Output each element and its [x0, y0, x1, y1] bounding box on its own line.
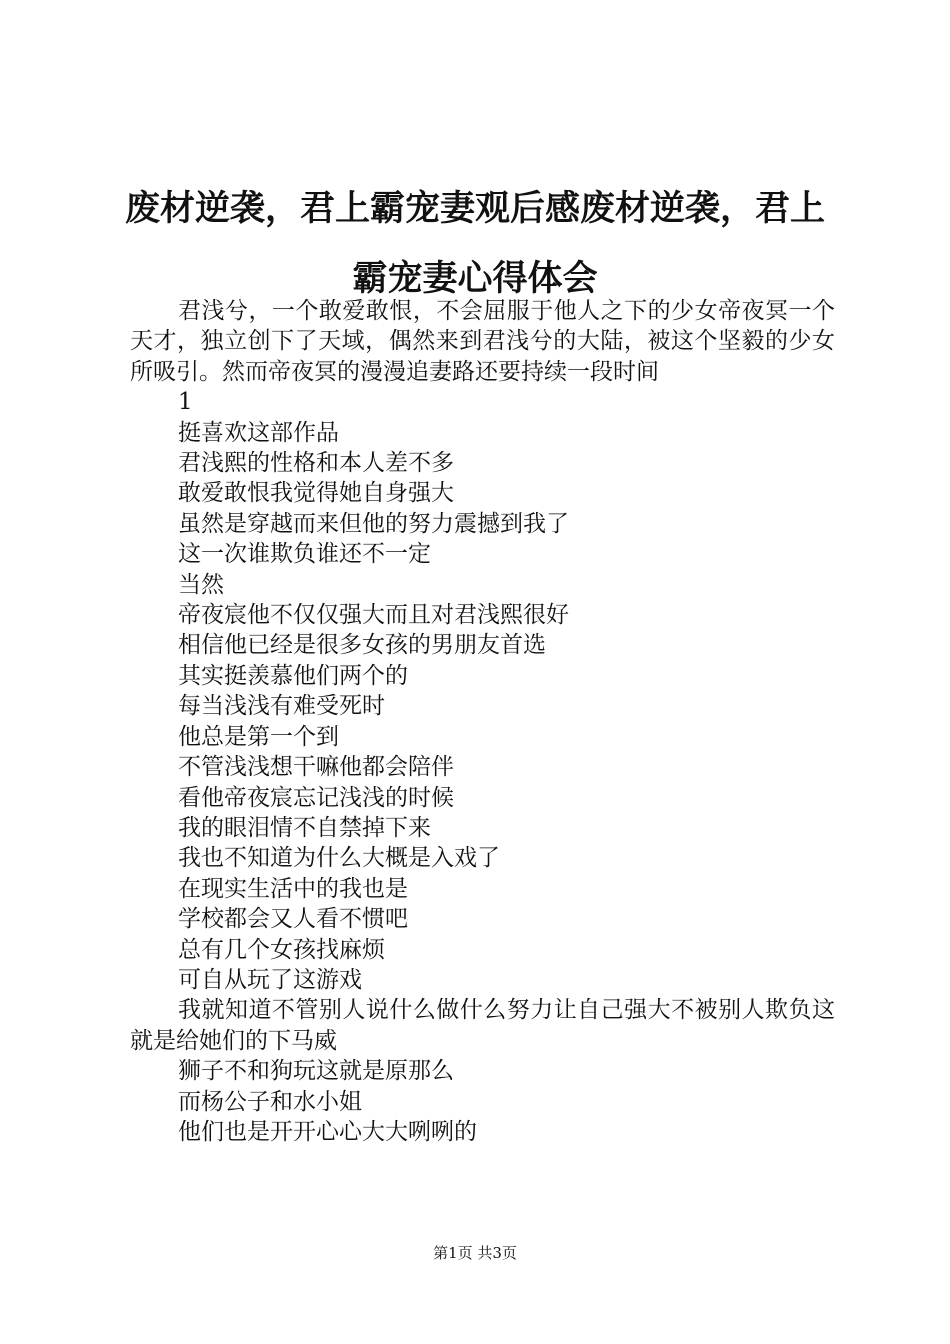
text-line: 不管浅浅想干嘛他都会陪伴	[178, 754, 454, 781]
text-line: 在现实生活中的我也是	[178, 875, 408, 902]
text-line: 1	[178, 389, 193, 416]
text-line: 可自从玩了这游戏	[178, 966, 362, 993]
long-line-paragraph: 我就知道不管别人说什么做什么努力让自己强大不被别人欺负这就是给她们的下马威	[130, 997, 835, 1054]
text-line: 当然	[178, 571, 224, 598]
text-line: 狮子不和狗玩这就是原那么	[178, 1058, 454, 1085]
text-line: 挺喜欢这部作品	[178, 419, 339, 446]
text-line: 这一次谁欺负谁还不一定	[178, 541, 431, 568]
document-body	[130, 296, 835, 1147]
tail-lines	[130, 1056, 835, 1147]
page-footer: 第1页 共3页	[433, 1244, 517, 1262]
text-line: 总有几个女孩找麻烦	[178, 936, 385, 963]
text-line: 学校都会又人看不惯吧	[178, 906, 408, 933]
text-line: 每当浅浅有难受死时	[178, 693, 385, 720]
text-line: 我的眼泪情不自禁掉下来	[178, 814, 431, 841]
text-line: 他们也是开开心心大大咧咧的	[178, 1118, 477, 1145]
poem-lines	[130, 387, 835, 995]
intro-paragraph: 君浅兮，一个敢爱敢恨，不会屈服于他人之下的少女帝夜冥一个天才，独立创下了天域，偶然来到君浅兮的大陆，被这个坚毅的少女所吸引。然而帝夜冥的漫漫追妻路还要持续一段时间	[130, 298, 835, 385]
text-line: 其实挺羡慕他们两个的	[178, 662, 408, 689]
text-line: 君浅熙的性格和本人差不多	[178, 450, 454, 477]
text-line: 帝夜宸他不仅仅强大而且对君浅熙很好	[178, 602, 569, 629]
document-title: 废材逆袭，君上霸宠妻观后感废材逆袭，君上霸宠妻心得体会	[124, 188, 825, 299]
text-line: 虽然是穿越而来但他的努力震撼到我了	[178, 510, 569, 537]
text-line: 相信他已经是很多女孩的男朋友首选	[178, 632, 546, 659]
text-line: 而杨公子和水小姐	[178, 1088, 362, 1115]
text-line: 他总是第一个到	[178, 723, 339, 750]
text-line: 我也不知道为什么大概是入戏了	[178, 845, 500, 872]
text-line: 看他帝夜宸忘记浅浅的时候	[178, 784, 454, 811]
text-line: 敢爱敢恨我觉得她自身强大	[178, 480, 454, 507]
